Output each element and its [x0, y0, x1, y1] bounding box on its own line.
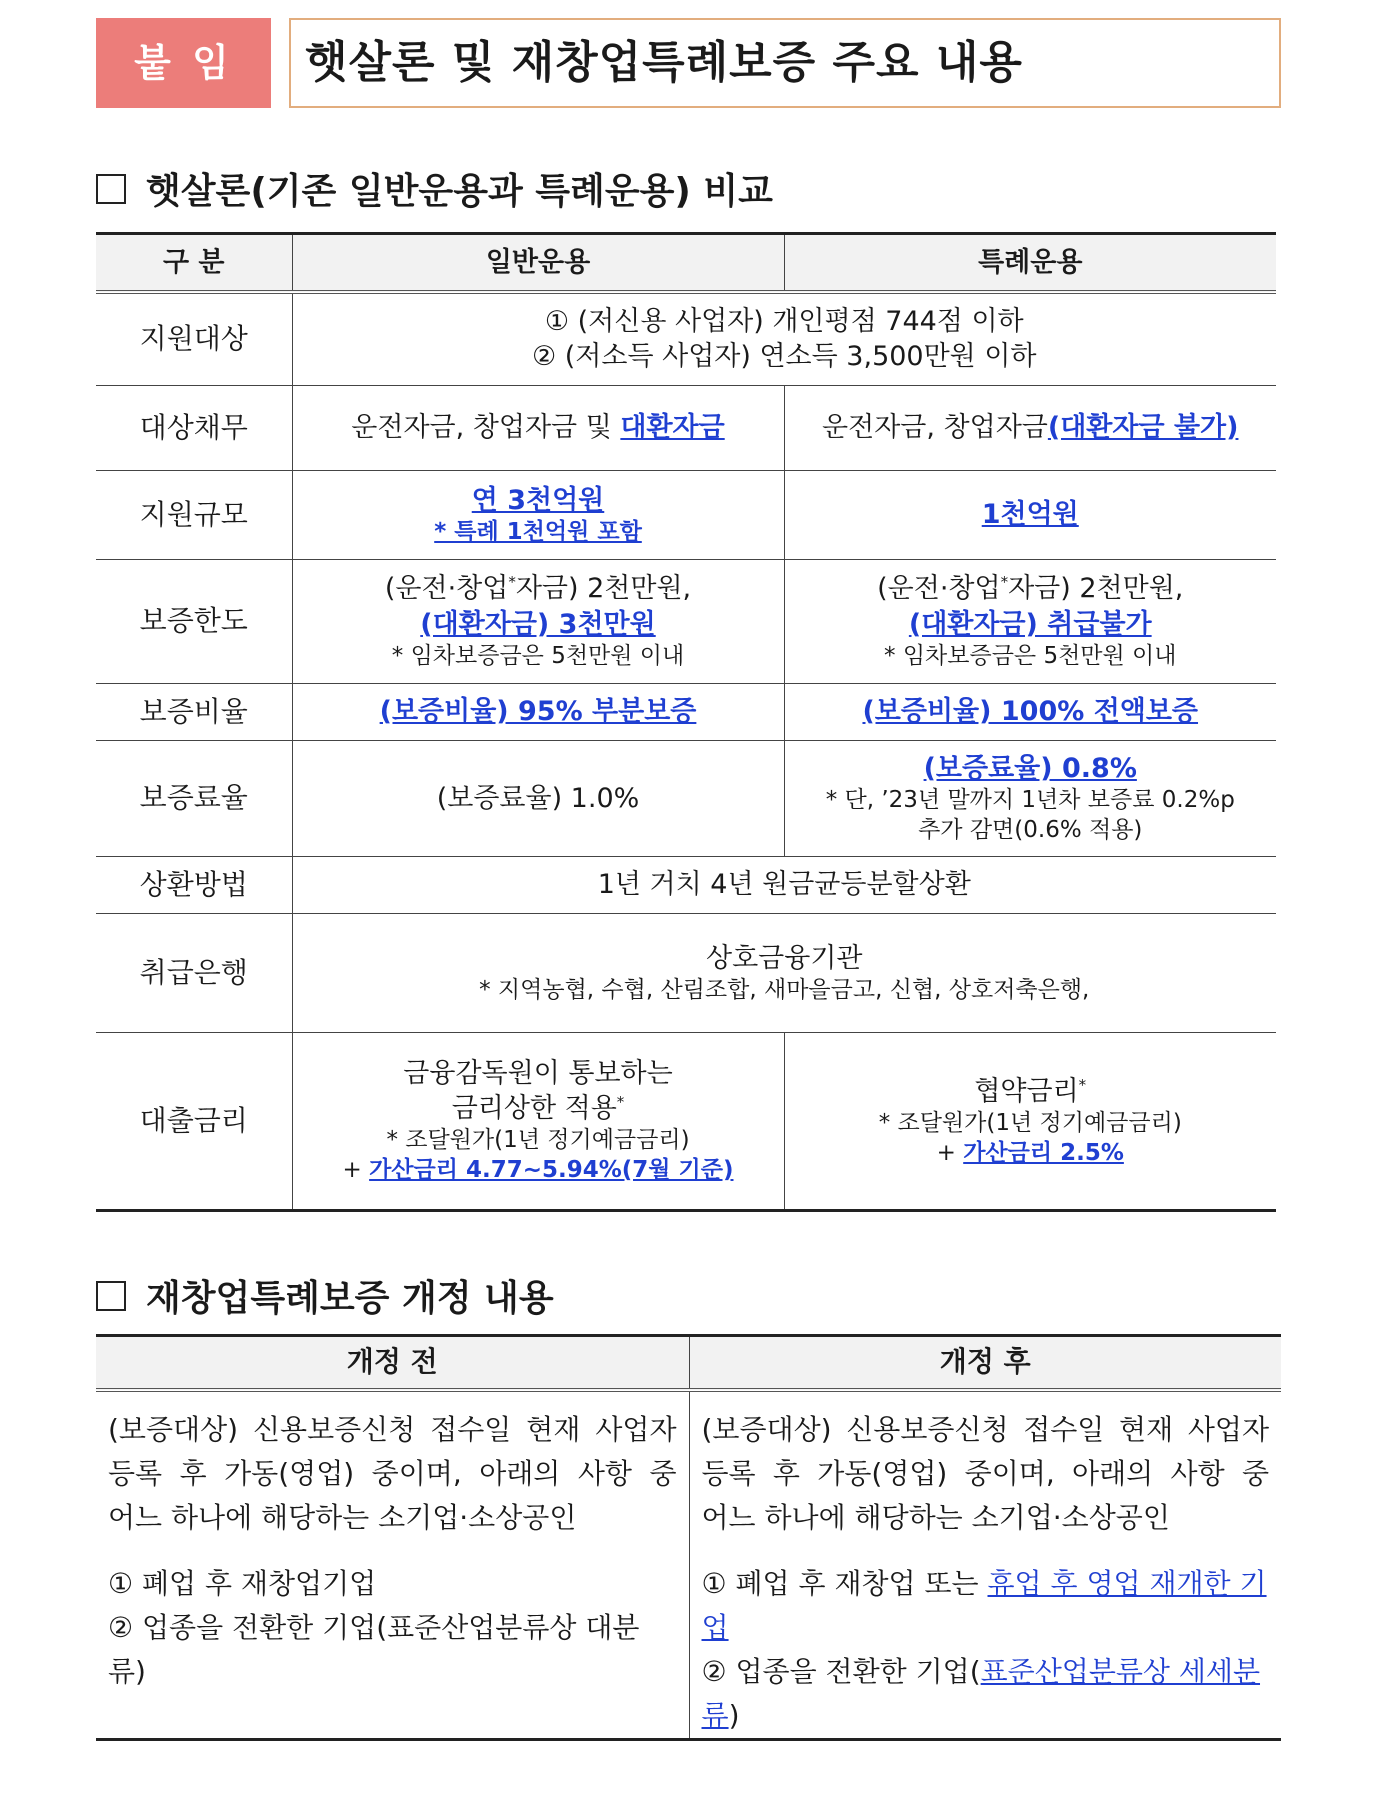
table-row-scale — [96, 471, 1276, 560]
plus-sign: + — [342, 1157, 370, 1184]
bank-cell — [292, 914, 1276, 1033]
attachment-badge: 붙 임 — [96, 18, 271, 108]
before-list — [108, 1562, 677, 1694]
row-label: 상환방법 — [96, 857, 292, 914]
rate-special-note2 — [785, 1139, 1277, 1169]
row-label: 지원대상 — [96, 292, 292, 386]
scale-special-highlight: 1천억원 — [981, 499, 1079, 531]
before-line2: 등록 후 가동(영업) 중이며, 아래의 사항 중 — [108, 1456, 677, 1490]
limit-general-cell — [292, 560, 784, 684]
rate-special-cell — [784, 1033, 1276, 1211]
debt-general-cell — [292, 386, 784, 471]
debt-special-cell — [784, 386, 1276, 471]
after-item1 — [702, 1562, 1270, 1650]
scale-general-highlight: 연 3천억원 — [471, 484, 605, 516]
revision-table — [96, 1334, 1281, 1741]
page-title: 햇살론 및 재창업특례보증 주요 내용 — [289, 18, 1281, 108]
comparison-table — [96, 232, 1276, 1212]
limit-general-note: * 임차보증금은 5천만원 이내 — [391, 642, 685, 669]
after-item2 — [702, 1650, 1270, 1738]
table-row-repay — [96, 857, 1276, 914]
limit-special-highlight: (대환자금) 취급불가 — [908, 608, 1152, 640]
table-row-ratio — [96, 684, 1276, 741]
limit-special-line1 — [785, 571, 1277, 606]
plus-sign: + — [936, 1139, 964, 1166]
fee-special-cell — [784, 741, 1276, 857]
table-row-target — [96, 292, 1276, 386]
debt-general-text: 운전자금, 창업자금 및 — [351, 412, 621, 444]
row-label: 대상채무 — [96, 386, 292, 471]
before-line1: (보증대상) 신용보증신청 접수일 현재 사업자 — [108, 1412, 677, 1446]
section-heading-text: 재창업특례보증 개정 내용 — [146, 1278, 554, 1319]
row-label: 보증한도 — [96, 560, 292, 684]
footnote-mark: * — [616, 1093, 625, 1112]
page-header — [96, 18, 1281, 108]
limit-special-note: * 임차보증금은 5천만원 이내 — [884, 642, 1177, 669]
table-row-limit — [96, 560, 1276, 684]
target-cell — [292, 292, 1276, 386]
rate-special-line1: 협약금리 — [974, 1075, 1079, 1107]
rate-general-spread: 가산금리 4.77~5.94%(7월 기준) — [369, 1157, 734, 1184]
footnote-mark: * — [508, 573, 516, 592]
target-line1: ① (저신용 사업자) 개인평점 744점 이하 — [544, 306, 1024, 338]
table-row-content — [96, 1390, 1281, 1740]
after-item2-highlight: 표준산업분류상 세세분류 — [701, 1654, 1261, 1732]
column-header-general: 일반운용 — [292, 234, 784, 292]
rate-general-line2-wrap — [293, 1091, 784, 1126]
after-cell — [689, 1390, 1281, 1740]
row-label: 보증료율 — [96, 741, 292, 857]
fee-special-note2: 추가 감면(0.6% 적용) — [918, 817, 1143, 844]
before-item1: ① 폐업 후 재창업기업 — [108, 1566, 377, 1600]
fee-special-note1: * 단, ’23년 말까지 1년차 보증료 0.2%p — [825, 787, 1235, 814]
before-item2: ② 업종을 전환한 기업(표준산업분류상 대분류) — [108, 1610, 640, 1688]
rate-general-note1: * 조달원가(1년 정기예금금리) — [386, 1127, 690, 1154]
rate-special-line1-wrap — [785, 1074, 1277, 1109]
target-line2: ② (저소득 사업자) 연소득 3,500만원 이하 — [531, 341, 1037, 373]
row-label: 보증비율 — [96, 684, 292, 741]
bank-note: * 지역농협, 수협, 산림조합, 새마을금고, 신협, 상호저축은행, — [479, 976, 1090, 1003]
before-cell — [96, 1390, 689, 1740]
debt-special-text: 운전자금, 창업자금 — [822, 412, 1048, 444]
after-line1: (보증대상) 신용보증신청 접수일 현재 사업자 — [701, 1412, 1269, 1446]
scale-general-note: * 특례 1천억원 포함 — [434, 518, 642, 545]
after-item2-end: ) — [728, 1698, 740, 1732]
rate-special-spread: 가산금리 2.5% — [963, 1139, 1124, 1166]
fee-special-highlight: (보증료율) 0.8% — [923, 753, 1137, 785]
after-item2-text: ② 업종을 전환한 기업( — [701, 1654, 981, 1688]
ratio-special-cell — [784, 684, 1276, 741]
checkbox-square-icon — [96, 1281, 126, 1311]
rate-general-cell — [292, 1033, 784, 1211]
ratio-general-highlight: (보증비율) 95% 부분보증 — [379, 696, 697, 728]
limit-general-highlight: (대환자금) 3천만원 — [420, 608, 656, 640]
table-row-fee — [96, 741, 1276, 857]
column-header-before: 개정 전 — [96, 1336, 689, 1390]
table-row-bank — [96, 914, 1276, 1033]
checkbox-square-icon — [96, 174, 126, 204]
limit-general-line1-a: (운전·창업 — [384, 573, 509, 605]
column-header-special: 특례운용 — [784, 234, 1276, 292]
column-header-after: 개정 후 — [689, 1336, 1281, 1390]
before-line3: 어느 하나에 해당하는 소기업·소상공인 — [108, 1500, 577, 1534]
after-line3: 어느 하나에 해당하는 소기업·소상공인 — [701, 1500, 1170, 1534]
footnote-mark: * — [1000, 573, 1009, 592]
scale-special-cell — [784, 471, 1276, 560]
section-heading-text: 햇살론(기존 일반운용과 특례운용) 비교 — [146, 171, 773, 212]
limit-special-line1-b: 자금) 2천만원, — [1008, 573, 1184, 605]
column-header-category: 구 분 — [96, 234, 292, 292]
table-header-row — [96, 234, 1276, 292]
after-item1-text: ① 폐업 후 재창업 또는 — [701, 1566, 988, 1600]
footnote-mark: * — [1078, 1075, 1087, 1094]
row-label: 대출금리 — [96, 1033, 292, 1211]
row-label: 취급은행 — [96, 914, 292, 1033]
limit-general-line1-b: 자금) 2천만원, — [515, 573, 692, 605]
after-line2: 등록 후 가동(영업) 중이며, 아래의 사항 중 — [701, 1456, 1269, 1490]
debt-general-highlight: 대환자금 — [620, 412, 725, 444]
table-header-row — [96, 1336, 1281, 1390]
limit-special-line1-a: (운전·창업 — [877, 573, 1001, 605]
rate-general-line2: 금리상한 적용 — [451, 1093, 617, 1125]
row-label: 지원규모 — [96, 471, 292, 560]
rate-general-note2 — [293, 1156, 784, 1186]
fee-general-cell: (보증료율) 1.0% — [292, 741, 784, 857]
repay-cell: 1년 거치 4년 원금균등분할상환 — [292, 857, 1276, 914]
rate-general-line1: 금융감독원이 통보하는 — [403, 1058, 673, 1090]
table-row-rate — [96, 1033, 1276, 1211]
bank-value: 상호금융기관 — [706, 942, 863, 974]
ratio-general-cell — [292, 684, 784, 741]
limit-general-line1 — [293, 571, 784, 606]
table-row-debt — [96, 386, 1276, 471]
scale-general-cell — [292, 471, 784, 560]
section-heading-revision — [96, 1270, 554, 1321]
rate-special-note1: * 조달원가(1년 정기예금금리) — [878, 1109, 1182, 1136]
limit-special-cell — [784, 560, 1276, 684]
ratio-special-highlight: (보증비율) 100% 전액보증 — [862, 696, 1199, 728]
section-heading-comparison — [96, 163, 773, 214]
after-item1-highlight: 휴업 후 영업 재개한 기업 — [701, 1566, 1267, 1644]
debt-special-highlight: (대환자금 불가) — [1047, 412, 1239, 444]
after-list — [702, 1562, 1270, 1738]
